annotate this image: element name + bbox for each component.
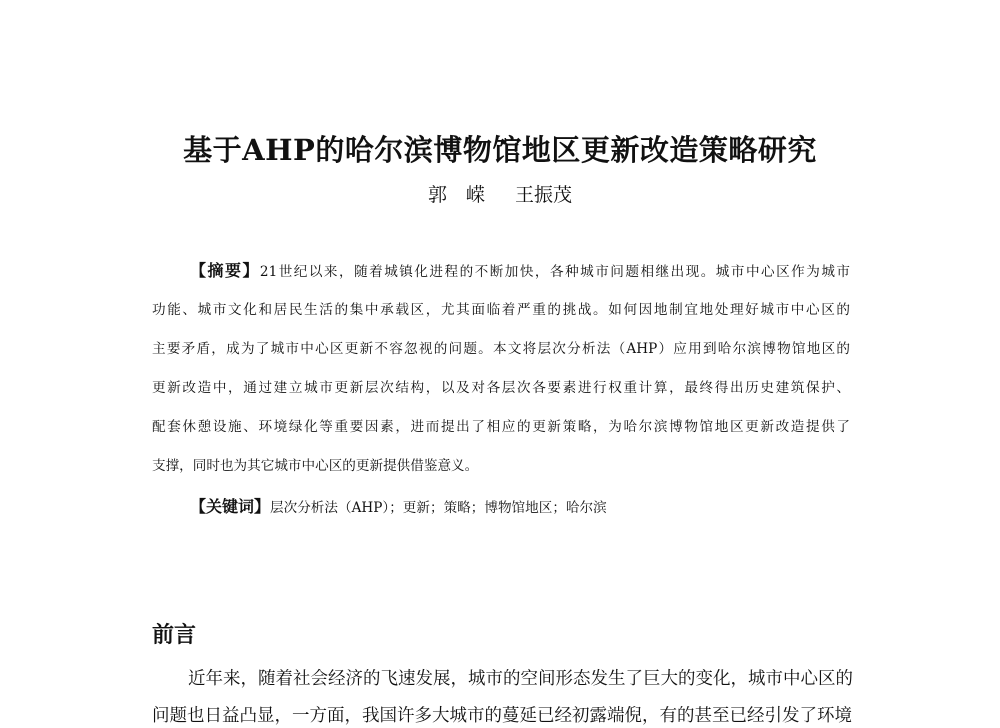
abstract-line: 功能、城市文化和居民生活的集中承载区，尤其面临着严重的挑战。如何因地制宜地处理好城市中心区的 <box>152 302 850 318</box>
section-heading: 前言 <box>152 623 197 648</box>
abstract-line: 【摘要】21世纪以来，随着城镇化进程的不断加快，各种城市问题相继出现。城市中心区作为城市 <box>190 261 850 280</box>
author: 王振茂 <box>515 184 573 206</box>
abstract-line: 支撑，同时也为其它城市中心区的更新提供借鉴意义。 <box>152 458 479 474</box>
body-line: 问题也日益凸显，一方面，我国许多大城市的蔓延已经初露端倪，有的甚至已经引发了环境 <box>152 706 852 726</box>
authors <box>0 180 1000 207</box>
abstract-line: 配套休憩设施、环境绿化等重要因素，进而提出了相应的更新策略，为哈尔滨博物馆地区更新改造提供了 <box>152 419 850 435</box>
abstract-label: 【摘要】 <box>190 261 260 280</box>
author: 郭 嵘 <box>427 184 485 206</box>
body-line: 近年来，随着社会经济的飞速发展，城市的空间形态发生了巨大的变化，城市中心区的 <box>188 669 853 689</box>
keywords-text: 层次分析法（AHP）；更新；策略；博物馆地区；哈尔滨 <box>270 500 607 516</box>
keywords <box>190 497 888 517</box>
paper-title: 基于AHP的哈尔滨博物馆地区更新改造策略研究 <box>183 133 817 167</box>
abstract-line: 更新改造中，通过建立城市更新层次结构，以及对各层次各要素进行权重计算，最终得出历史建筑保护、 <box>152 380 850 396</box>
keywords-label: 【关键词】 <box>190 497 271 516</box>
abstract-line: 主要矛盾，成为了城市中心区更新不容忽视的问题。本文将层次分析法（AHP）应用到哈尔滨博物馆地区的 <box>152 341 850 357</box>
